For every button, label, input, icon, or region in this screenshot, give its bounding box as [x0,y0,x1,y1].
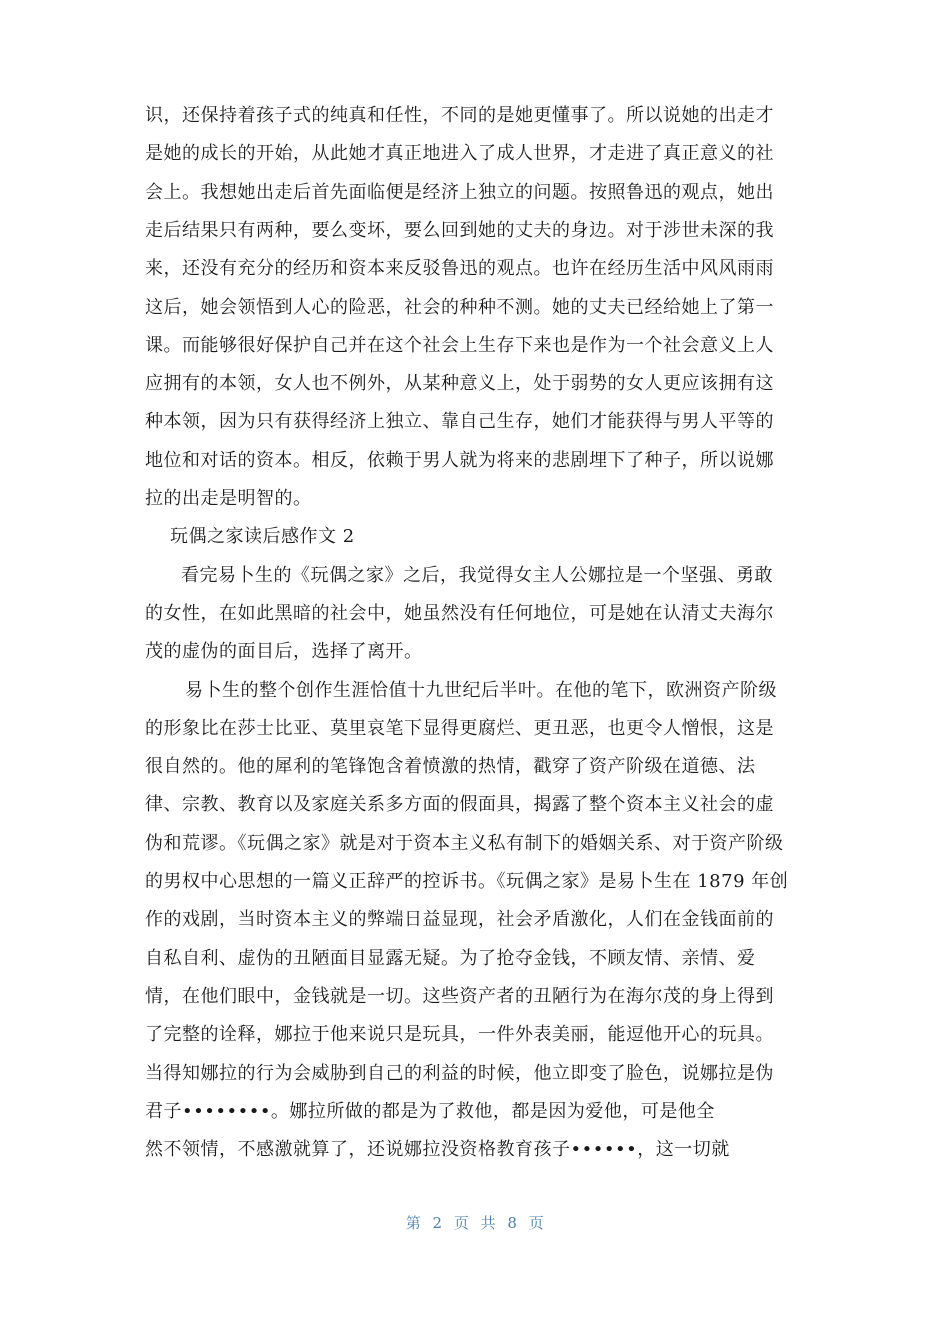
text-line: 看完易卜生的《玩偶之家》之后，我觉得女主人公娜拉是一个坚强、勇敢 [181,565,773,586]
text-line: 种本领，因为只有获得经济上独立、靠自己生存，她们才能获得与男人平等的 [145,411,774,432]
text-line: 作的戏剧，当时资本主义的弊端日益显现，社会矛盾激化，人们在金钱面前的 [145,909,774,930]
text-line: 伪和荒谬。《玩偶之家》就是对于资本主义私有制下的婚姻关系、对于资产阶级 [145,833,784,854]
text-line: 当得知娜拉的行为会威胁到自己的利益的时候，他立即变了脸色，说娜拉是伪 [145,1063,774,1084]
text-line: 来，还没有充分的经历和资本来反驳鲁迅的观点。也许在经历生活中风风雨雨 [145,258,774,279]
text-line: 了完整的诠释，娜拉于他来说只是玩具，一件外表美丽，能逗他开心的玩具。 [145,1024,774,1045]
text-line: 会上。我想她出走后首先面临便是经济上独立的问题。按照鲁迅的观点，她出 [145,182,774,203]
text-line: 这后，她会领悟到人心的险恶，社会的种种不测。她的丈夫已经给她上了第一 [145,297,774,318]
text-line: 茂的虚伪的面目后，选择了离开。 [145,641,423,662]
text-line: 地位和对话的资本。相反，依赖于男人就为将来的悲剧埋下了种子，所以说娜 [145,450,774,471]
text-line: 识，还保持着孩子式的纯真和任性，不同的是她更懂事了。所以说她的出走才 [145,105,774,126]
section-heading: 玩偶之家读后感作文 2 [170,526,355,547]
text-line: 然不领情，不感激就算了，还说娜拉没资格教育孩子••••••，这一切就 [145,1139,730,1160]
text-line: 律、宗教、教育以及家庭关系多方面的假面具，揭露了整个资本主义社会的虚 [145,794,774,815]
text-line: 易卜生的整个创作生涯恰值十九世纪后半叶。在他的笔下，欧洲资产阶级 [185,680,777,701]
text-line: 是她的成长的开始，从此她才真正地进入了成人世界，才走进了真正意义的社 [145,143,774,164]
text-line: 走后结果只有两种，要么变坏，要么回到她的丈夫的身边。对于涉世未深的我 [145,220,774,241]
text-line: 自私自利、虚伪的丑陋面目显露无疑。为了抢夺金钱，不顾友情、亲情、爱 [145,948,756,969]
text-line: 君子••••••••。娜拉所做的都是为了救他，都是因为爱他，可是他全 [145,1101,715,1122]
text-line: 很自然的。他的犀利的笔锋饱含着愤激的热情，戳穿了资产阶级在道德、法 [145,756,756,777]
text-line: 的男权中心思想的一篇义正辞严的控诉书。《玩偶之家》是易卜生在 1879 年创 [145,871,789,892]
text-line: 应拥有的本领，女人也不例外，从某种意义上，处于弱势的女人更应该拥有这 [145,373,774,394]
page-number-footer: 第 2 页 共 8 页 [405,1214,545,1232]
text-line: 的形象比在莎士比亚、莫里哀笔下显得更腐烂、更丑恶，也更令人憎恨，这是 [145,718,774,739]
text-line: 情，在他们眼中，金钱就是一切。这些资产者的丑陋行为在海尔茂的身上得到 [145,986,774,1007]
text-line: 拉的出走是明智的。 [145,488,312,509]
text-line: 课。而能够很好保护自己并在这个社会上生存下来也是作为一个社会意义上人 [145,335,774,356]
text-line: 的女性，在如此黑暗的社会中，她虽然没有任何地位，可是她在认清丈夫海尔 [145,603,774,624]
